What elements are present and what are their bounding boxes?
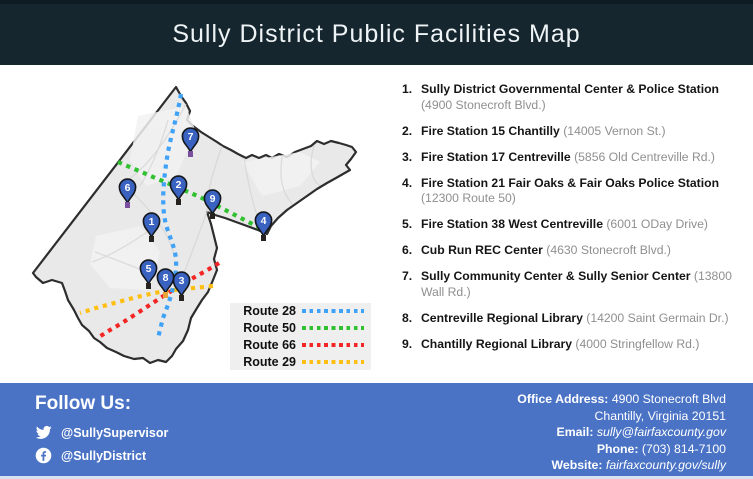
- facebook-handle[interactable]: @SullyDistrict: [61, 448, 147, 463]
- facility-address: (14005 Vernon St.): [563, 123, 666, 138]
- route-29-swatch: [302, 360, 364, 364]
- pin-submark: [125, 202, 130, 208]
- list-item: [402, 82, 740, 113]
- facility-name: Chantilly Regional Library: [421, 336, 573, 351]
- facility-name: Fire Station 17 Centreville: [421, 149, 571, 164]
- facility-name: Fire Station 38 West Centreville: [421, 217, 603, 231]
- twitter-handle-row[interactable]: [35, 424, 168, 441]
- pin-submark: [149, 236, 154, 242]
- follow-block: [35, 393, 168, 470]
- item-number: 2.: [402, 123, 413, 138]
- route-28-swatch: [302, 309, 364, 313]
- header-bar: [0, 0, 753, 65]
- list-item: [402, 311, 740, 327]
- route-66-swatch: [302, 343, 364, 347]
- item-number: 5.: [402, 217, 413, 231]
- pin-submark: [163, 292, 168, 298]
- item-number: 7.: [402, 269, 413, 283]
- follow-us-heading: Follow Us:: [35, 393, 132, 414]
- list-item: [402, 217, 740, 233]
- svg-text:4: 4: [260, 214, 266, 227]
- facility-address: (4630 Stonecroft Blvd.): [546, 243, 671, 257]
- facility-name: Fire Station 15 Chantilly: [421, 123, 560, 138]
- list-item: [402, 124, 740, 140]
- city-state-line: [517, 408, 726, 425]
- svg-text:1: 1: [148, 215, 154, 228]
- pin-submark: [210, 213, 215, 219]
- email-label: Email:: [556, 425, 594, 439]
- phone-label: Phone:: [596, 441, 639, 456]
- route-legend: [230, 303, 371, 370]
- legend-label: Route 28: [243, 304, 296, 318]
- legend-row-route-28: [230, 304, 371, 318]
- facility-address: (13800 Wall Rd.): [421, 269, 732, 299]
- svg-text:5: 5: [145, 262, 151, 275]
- facility-name: Sully District Governmental Center & Police Station: [421, 82, 719, 96]
- website-value[interactable]: fairfaxcounty.gov/sully: [605, 458, 726, 472]
- map-pin-9: [202, 188, 223, 215]
- facility-address: (4000 Stringfellow Rd.): [575, 336, 700, 351]
- website-label: Website:: [551, 458, 603, 472]
- email-line: [517, 424, 726, 441]
- facility-address: (6001 ODay Drive): [606, 217, 708, 231]
- list-item: [402, 176, 740, 207]
- list-item: [402, 150, 740, 166]
- facebook-icon[interactable]: [35, 447, 52, 464]
- map-pin-4: [253, 210, 274, 237]
- email-value[interactable]: sully@fairfaxcounty.gov: [596, 425, 726, 439]
- facility-name: Fire Station 21 Fair Oaks & Fair Oaks Police Station: [421, 175, 720, 190]
- route-50-swatch: [302, 326, 364, 330]
- website-line: [517, 457, 726, 474]
- list-item: [402, 243, 740, 259]
- map-pin-2: [168, 174, 189, 201]
- facility-name: Cub Run REC Center: [421, 243, 543, 257]
- twitter-handle[interactable]: @SullySupervisor: [61, 425, 169, 440]
- item-number: 3.: [402, 149, 413, 164]
- item-number: 8.: [402, 310, 413, 325]
- item-number: 1.: [402, 82, 413, 96]
- office-address-value: 4900 Stonecroft Blvd: [611, 392, 726, 406]
- item-number: 6.: [402, 243, 413, 257]
- facility-address: (5856 Old Centreville Rd.): [574, 149, 715, 164]
- legend-row-route-50: [230, 321, 371, 335]
- pin-submark: [261, 235, 266, 241]
- svg-text:7: 7: [187, 130, 193, 143]
- city-state-value: Chantilly, Virginia 20151: [594, 408, 726, 423]
- map-pin-6: [117, 177, 138, 204]
- svg-text:2: 2: [175, 178, 181, 191]
- list-item: [402, 337, 740, 353]
- svg-text:8: 8: [162, 271, 168, 284]
- facility-name: Sully Community Center & Sully Senior Center: [421, 269, 691, 283]
- svg-text:3: 3: [178, 274, 184, 287]
- facility-name: Centreville Regional Library: [421, 310, 583, 325]
- item-number: 4.: [402, 175, 413, 190]
- pin-submark: [146, 283, 151, 289]
- map-pin-8: [155, 267, 176, 294]
- svg-text:9: 9: [209, 192, 215, 205]
- facebook-handle-row[interactable]: [35, 447, 168, 464]
- pin-submark: [179, 295, 184, 301]
- facility-address: (12300 Route 50): [421, 191, 516, 205]
- map-pin-7: [180, 126, 201, 153]
- map-pin-1: [141, 211, 162, 238]
- legend-row-route-29: [230, 355, 371, 369]
- facility-address: (14200 Saint Germain Dr.): [586, 310, 729, 325]
- item-number: 9.: [402, 336, 413, 351]
- office-address-label: Office Address:: [517, 392, 609, 406]
- legend-label: Route 66: [243, 338, 296, 352]
- legend-label: Route 50: [243, 321, 296, 335]
- pin-submark: [188, 151, 193, 157]
- phone-line: [517, 441, 726, 458]
- svg-text:6: 6: [124, 181, 130, 194]
- contact-block: [517, 391, 726, 474]
- page-title: Sully District Public Facilities Map: [172, 20, 581, 48]
- main-content: [0, 65, 753, 383]
- facility-address: (4900 Stonecroft Blvd.): [421, 97, 546, 112]
- list-item: [402, 269, 740, 300]
- twitter-icon[interactable]: [35, 424, 52, 441]
- legend-label: Route 29: [243, 355, 296, 369]
- facility-list: [402, 82, 740, 363]
- office-address-line: [517, 391, 726, 408]
- footer-bar: [0, 383, 753, 479]
- pin-submark: [176, 199, 181, 205]
- legend-row-route-66: [230, 338, 371, 352]
- phone-value: (703) 814-7100: [641, 441, 726, 456]
